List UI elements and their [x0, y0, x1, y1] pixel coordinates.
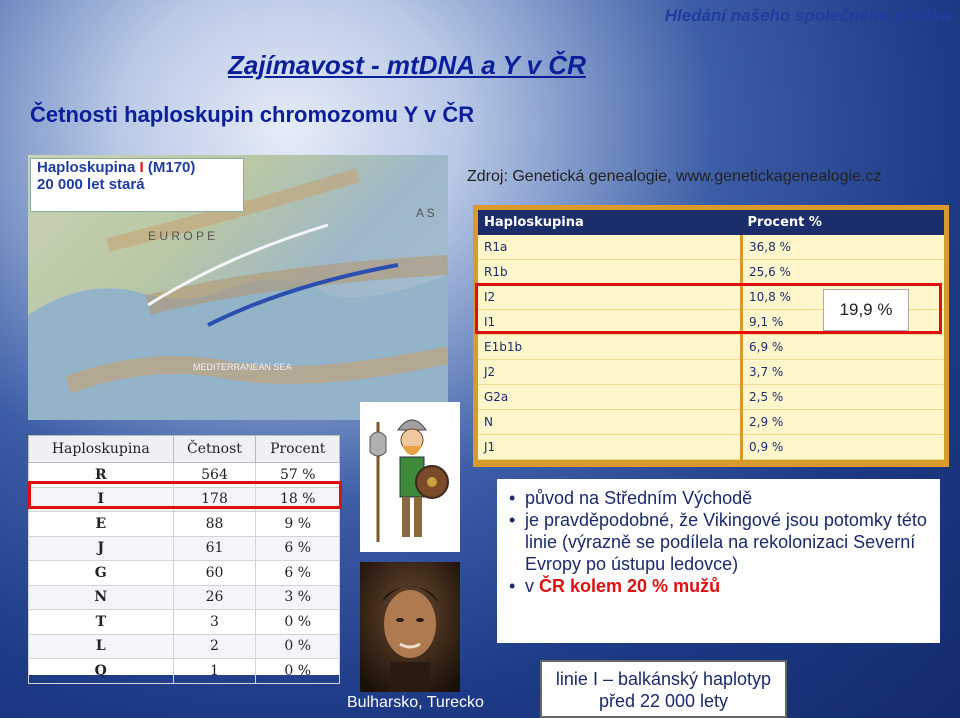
table-row — [29, 536, 340, 561]
bullet-cr — [507, 575, 930, 597]
balkan-line: linie I – balkánský haplotyp — [555, 669, 772, 689]
table-header-row — [478, 210, 944, 235]
cell-haplogroup: T — [29, 610, 174, 635]
cell-percent: 25,6 % — [742, 260, 945, 285]
table-row — [478, 335, 944, 360]
haplogroup-marker: (M170) — [143, 159, 196, 176]
cell-haplogroup: I — [29, 487, 174, 512]
cell-count: 60 — [173, 561, 256, 586]
cell-percent: 3 % — [256, 585, 340, 610]
col-count: Četnost — [173, 436, 256, 463]
cell-haplogroup: E1b1b — [478, 335, 742, 360]
table-header-row — [29, 436, 340, 463]
cell-haplogroup: J — [29, 536, 174, 561]
frequency-table-frame — [28, 435, 340, 679]
cell-percent: 0 % — [256, 634, 340, 659]
balkan-age: před 22 000 lety — [598, 691, 729, 711]
highlight-i-row — [28, 481, 342, 509]
source-text: Zdroj: Genetická genealogie, www.genetickagenealogie.cz — [467, 168, 882, 185]
cell-percent: 6 % — [256, 561, 340, 586]
cell-haplogroup: J2 — [478, 360, 742, 385]
cell-haplogroup: R — [29, 463, 174, 488]
portrait-photo — [360, 562, 460, 692]
frequency-table — [28, 435, 340, 684]
cell-percent: 9,1 % — [742, 310, 945, 335]
bullet-vikings: • je pravděpodobné, že Vikingové jsou potomky této linie (výrazně se podílela na rekolonizaci Severní Evropy po ústupu ledovce) — [507, 509, 930, 575]
cell-percent: 6,9 % — [742, 335, 945, 360]
cell-haplogroup: R1b — [478, 260, 742, 285]
haplogroup-prefix: Haploskupina — [37, 159, 140, 176]
cell-count: 88 — [173, 512, 256, 537]
cell-haplogroup: L — [29, 634, 174, 659]
top-right-heading: Hledání našeho společného předka — [664, 6, 950, 25]
cell-haplogroup: G2a — [478, 385, 742, 410]
cell-count: 564 — [173, 463, 256, 488]
cell-percent: 6 % — [256, 536, 340, 561]
cell-percent: 3,7 % — [742, 360, 945, 385]
viking-figure — [360, 402, 460, 552]
cell-percent: 0,9 % — [742, 435, 945, 460]
haplogroup-line — [31, 159, 243, 176]
table-row — [29, 659, 340, 684]
table-row — [478, 235, 944, 260]
table-row — [29, 610, 340, 635]
cell-percent: 18 % — [256, 487, 340, 512]
table-row — [29, 585, 340, 610]
col-haplogroup: Haploskupina — [478, 210, 742, 235]
cell-haplogroup: G — [29, 561, 174, 586]
bullet-list — [497, 479, 940, 643]
cell-haplogroup: J1 — [478, 435, 742, 460]
map-label-asia: A S — [416, 206, 435, 220]
bullet-cr-prefix: v — [525, 576, 540, 596]
cell-count: 1 — [173, 659, 256, 684]
table-row — [478, 385, 944, 410]
table-row — [29, 512, 340, 537]
balkan-haplotype-box — [540, 660, 787, 718]
cell-haplogroup: R1a — [478, 235, 742, 260]
cell-percent: 9 % — [256, 512, 340, 537]
cell-haplogroup: N — [478, 410, 742, 435]
cell-percent: 10,8 % — [742, 285, 945, 310]
bullet-origin: • původ na Středním Východě — [507, 487, 930, 509]
col-percent: Procent % — [742, 210, 945, 235]
bullet-cr-highlight: ČR kolem 20 % mužů — [539, 576, 721, 596]
table-row — [478, 360, 944, 385]
portrait-caption: Bulharsko, Turecko — [347, 694, 484, 711]
haplogroup-letter: I — [139, 159, 144, 176]
cell-haplogroup: I1 — [478, 310, 742, 335]
cell-count: 2 — [173, 634, 256, 659]
table-row — [29, 634, 340, 659]
cell-count: 61 — [173, 536, 256, 561]
cell-haplogroup: N — [29, 585, 174, 610]
cell-percent: 2,9 % — [742, 410, 945, 435]
map-label-europe: E U R O P E — [148, 229, 216, 243]
page-title: Zajímavost - mtDNA a Y v ČR — [228, 50, 586, 80]
page-subtitle: Četnosti haploskupin chromozomu Y v ČR — [30, 102, 475, 127]
col-haplogroup: Haploskupina — [29, 436, 174, 463]
cell-percent: 2,5 % — [742, 385, 945, 410]
cell-count: 178 — [173, 487, 256, 512]
haplogroup-info-box — [30, 158, 244, 212]
table-row — [478, 260, 944, 285]
table-row — [478, 410, 944, 435]
cell-percent: 0 % — [256, 659, 340, 684]
percent-table — [478, 210, 944, 460]
cell-count: 26 — [173, 585, 256, 610]
combined-percent-box: 19,9 % — [823, 289, 909, 331]
haplogroup-age: 20 000 let stará — [37, 176, 145, 193]
cell-haplogroup: E — [29, 512, 174, 537]
viking-illustration — [360, 402, 460, 552]
table-row — [478, 435, 944, 460]
cell-percent: 0 % — [256, 610, 340, 635]
cell-haplogroup: Q — [29, 659, 174, 684]
cell-haplogroup: I2 — [478, 285, 742, 310]
table-row — [29, 561, 340, 586]
portrait-graphic — [360, 562, 460, 692]
col-percent: Procent — [256, 436, 340, 463]
cell-percent: 36,8 % — [742, 235, 945, 260]
percent-table-frame — [473, 205, 949, 467]
cell-count: 3 — [173, 610, 256, 635]
cell-percent: 57 % — [256, 463, 340, 488]
map-label-sea: MEDITERRANEAN SEA — [193, 362, 292, 372]
